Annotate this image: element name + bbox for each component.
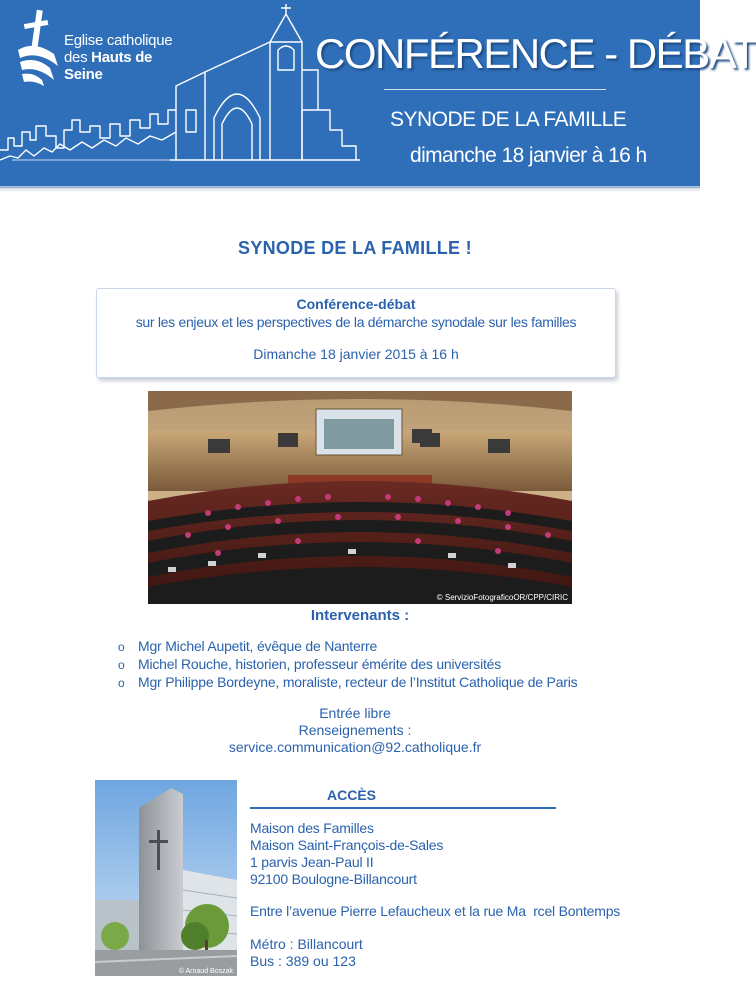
- access-divider: [250, 807, 556, 809]
- contact-email[interactable]: service.communication@92.catholique.fr: [228, 739, 482, 755]
- title-divider: [384, 89, 606, 90]
- speakers-list: [118, 638, 577, 692]
- building-photo-credit: © Arnaud Boszak: [178, 968, 233, 975]
- logo-text: [64, 32, 184, 83]
- page-heading: SYNODE DE LA FAMILLE !: [238, 238, 472, 258]
- speaker-text: Michel Rouche, historien, professeur émérite des universités: [138, 656, 502, 672]
- location-directions: Entre l’avenue Pierre Lefaucheux et la rue Ma rcel Bontemps: [250, 903, 621, 919]
- diocese-logo: [14, 10, 184, 90]
- address-line: 92100 Boulogne-Billancourt: [250, 871, 417, 887]
- box-title: Conférence-débat: [296, 296, 416, 312]
- photo-credit: © ServizioFotograficoOR/CPP/CIRIC: [436, 593, 568, 602]
- transport-info: [250, 936, 363, 970]
- venue-address: [250, 820, 443, 888]
- synod-assembly-photo: [148, 391, 572, 604]
- info-label: Renseignements :: [298, 722, 412, 738]
- cross-logo-icon: [14, 10, 64, 90]
- bus-line: Bus : 389 ou 123: [250, 953, 356, 969]
- banner-date: dimanche 18 janvier à 16 h: [410, 144, 647, 167]
- address-line: Maison Saint-François-de-Sales: [250, 837, 444, 853]
- speakers-heading: Intervenants :: [310, 607, 410, 624]
- logo-line-2: [64, 49, 184, 83]
- list-item: [118, 656, 577, 674]
- assembly-hall-image: [148, 391, 572, 604]
- bullet-marker: o: [118, 658, 125, 672]
- bullet-marker: o: [118, 676, 125, 690]
- box-subject: sur les enjeux et les perspectives de la démarche synodale sur les familles: [135, 314, 577, 330]
- banner-title: CONFÉRENCE - DÉBAT: [315, 30, 756, 77]
- event-info-box: [96, 288, 616, 378]
- metro-line: Métro : Billancourt: [250, 936, 363, 952]
- box-date: Dimanche 18 janvier 2015 à 16 h: [253, 346, 459, 362]
- maison-des-familles-photo: [95, 780, 237, 976]
- address-line: Maison des Familles: [250, 820, 374, 836]
- logo-line-1: Eglise catholique: [64, 32, 173, 49]
- header-shadow: [0, 186, 700, 192]
- list-item: [118, 674, 577, 692]
- access-heading: ACCÈS: [327, 787, 377, 803]
- logo-line-2-prefix: des: [64, 49, 92, 66]
- banner-subtitle: SYNODE DE LA FAMILLE: [390, 108, 627, 131]
- list-item: [118, 638, 577, 656]
- header-banner: [0, 0, 756, 188]
- bullet-marker: o: [118, 640, 125, 654]
- speaker-text: Mgr Philippe Bordeyne, moraliste, recteur de l’Institut Catholique de Paris: [138, 674, 578, 690]
- address-line: 1 parvis Jean-Paul II: [250, 854, 374, 870]
- entry-info: [0, 705, 710, 756]
- building-image: [95, 780, 237, 976]
- logo-line-2-bold: Hauts de Seine: [64, 49, 153, 83]
- speaker-text: Mgr Michel Aupetit, évêque de Nanterre: [138, 638, 378, 654]
- entry-free: Entrée libre: [319, 705, 391, 721]
